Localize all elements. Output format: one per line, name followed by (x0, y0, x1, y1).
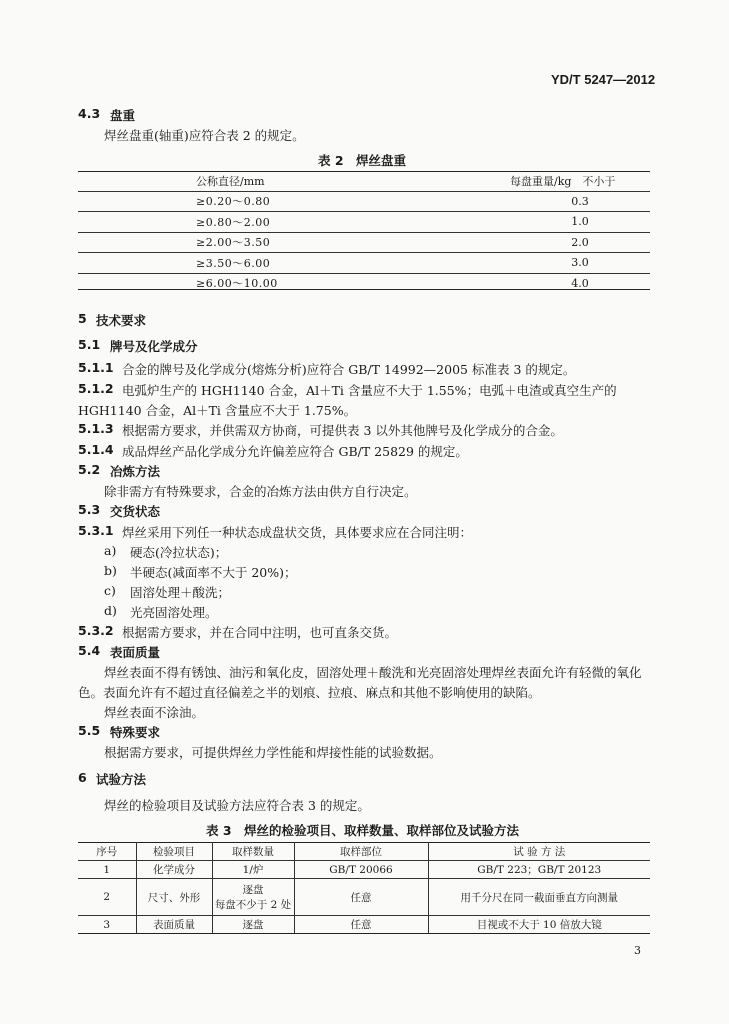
clause-5-1-4-text: 成品焊丝产品化学成分允许偏差应符合 GB/T 25829 的规定。 (122, 444, 468, 459)
section-5-1-number: 5.1 (78, 337, 101, 352)
table-2-caption: 表 2 焊丝盘重 (318, 153, 407, 168)
table-3-header-part: 取样部位 (294, 843, 428, 861)
table-2-diameter-cell: ≥3.50～6.00 (196, 256, 271, 270)
list-item-mark: d) (104, 603, 117, 618)
clause-5-1-1-number: 5.1.1 (78, 360, 114, 375)
table-row (78, 861, 650, 879)
table-3-qty-line-2: 每盘不少于 2 处 (214, 899, 292, 911)
table-3-header-qty: 取样数量 (212, 843, 294, 861)
clause-5-3-1-number: 5.3.1 (78, 523, 114, 538)
table-2-weight-cell: 4.0 (571, 276, 589, 290)
list-item: 硬态(冷拉状态)； (130, 545, 228, 560)
table-3-method-cell: 目视或不大于 10 倍放大镜 (428, 916, 650, 934)
table-2-header-row (78, 171, 650, 191)
table-3-part-cell: GB/T 20066 (294, 861, 428, 879)
table-2-diameter-cell: ≥6.00～10.00 (196, 277, 278, 291)
list-item: 半硬态(减面率不大于 20%)； (130, 565, 297, 580)
section-6-title: 试验方法 (96, 772, 147, 787)
section-5-2-text: 除非需方有特殊要求，合金的冶炼方法由供方自行决定。 (104, 484, 417, 499)
clause-5-1-1-text: 合金的牌号及化学成分(熔炼分析)应符合 GB/T 14992—2005 标准表 3 的规定。 (122, 362, 576, 377)
table-3-header-no: 序号 (78, 843, 136, 861)
table-2-header-weight: 每盘重量/kg 不小于 (510, 174, 616, 188)
table-3-header-method: 试 验 方 法 (428, 843, 650, 861)
clause-5-1-2-number: 5.1.2 (78, 381, 114, 396)
table-2 (78, 171, 650, 293)
section-6-number: 6 (78, 770, 87, 785)
table-3-header-row (78, 843, 650, 861)
table-3-item-cell: 尺寸、外形 (136, 879, 212, 916)
clause-5-1-4-number: 5.1.4 (78, 442, 114, 457)
table-row (78, 916, 650, 934)
clause-5-1-2-line-1: 电弧炉生产的 HGH1140 合金，Al＋Ti 含量应不大于 1.55%；电弧＋电渣或真空生产的 (122, 383, 617, 398)
table-3-method-cell: 用千分尺在同一截面垂直方向测量 (428, 879, 650, 916)
document-id: YD/T 5247—2012 (551, 72, 656, 87)
section-5-1-title: 牌号及化学成分 (110, 339, 198, 354)
table-3-part-cell: 任意 (294, 916, 428, 934)
section-6-text: 焊丝的检验项目及试验方法应符合表 3 的规定。 (104, 798, 370, 813)
section-4-3-number: 4.3 (78, 106, 101, 121)
table-3-item-cell: 化学成分 (136, 861, 212, 879)
list-item-mark: b) (104, 563, 117, 578)
table-row (78, 273, 650, 293)
section-5-title: 技术要求 (96, 313, 147, 328)
table-3-qty-cell (212, 879, 294, 916)
section-5-4-title: 表面质量 (110, 645, 161, 660)
table-3-no-cell: 2 (78, 879, 136, 916)
section-5-2-title: 冶炼方法 (110, 464, 161, 479)
list-item-mark: c) (104, 583, 116, 598)
table-2-diameter-cell: ≥0.80～2.00 (196, 215, 271, 229)
table-3 (78, 842, 650, 934)
section-5-4-line-2: 色。表面允许有不超过直径偏差之半的划痕、拉痕、麻点和其他不影响使用的缺陷。 (78, 685, 541, 700)
table-row (78, 191, 650, 212)
table-2-header-diameter: 公称直径/mm (196, 174, 265, 188)
table-3-part-cell: 任意 (294, 879, 428, 916)
table-row (78, 232, 650, 253)
section-5-2-number: 5.2 (78, 462, 101, 477)
page-number: 3 (634, 944, 641, 957)
section-5-3-number: 5.3 (78, 502, 101, 517)
section-4-3-text: 焊丝盘重(轴重)应符合表 2 的规定。 (104, 128, 305, 143)
table-2-diameter-cell: ≥2.00～3.50 (196, 236, 271, 250)
table-3-header-item: 检验项目 (136, 843, 212, 861)
table-2-bottom-rule (78, 289, 650, 290)
table-2-weight-cell: 2.0 (571, 235, 589, 249)
table-3-qty-cell: 1/炉 (212, 861, 294, 879)
section-5-number: 5 (78, 311, 87, 326)
section-5-4-line-1: 焊丝表面不得有锈蚀、油污和氧化皮，固溶处理＋酸洗和光亮固溶处理焊丝表面允许有轻微的氧化 (104, 665, 642, 680)
table-3-qty-cell: 逐盘 (212, 916, 294, 934)
clause-5-3-2-text: 根据需方要求，并在合同中注明，也可直条交货。 (122, 625, 398, 640)
list-item: 光亮固溶处理。 (130, 605, 218, 620)
section-5-4-line-3: 焊丝表面不涂油。 (104, 705, 205, 720)
section-5-5-title: 特殊要求 (110, 725, 161, 740)
list-item-mark: a) (104, 543, 117, 558)
table-2-weight-cell: 0.3 (571, 194, 589, 208)
clause-5-3-1-text: 焊丝采用下列任一种状态成盘状交货，具体要求应在合同注明： (122, 525, 473, 540)
clause-5-1-3-text: 根据需方要求，并供需双方协商，可提供表 3 以外其他牌号及化学成分的合金。 (122, 423, 563, 438)
section-4-3-title: 盘重 (110, 108, 136, 123)
table-2-weight-cell: 3.0 (571, 256, 589, 270)
table-3-qty-line-1: 逐盘 (242, 884, 264, 896)
table-2-weight-cell: 1.0 (571, 215, 589, 229)
table-row (78, 212, 650, 233)
table-row (78, 879, 650, 916)
section-5-4-number: 5.4 (78, 643, 101, 658)
section-5-5-text: 根据需方要求，可提供焊丝力学性能和焊接性能的试验数据。 (104, 745, 442, 760)
table-3-item-cell: 表面质量 (136, 916, 212, 934)
clause-5-1-3-number: 5.1.3 (78, 421, 114, 436)
section-5-3-title: 交货状态 (110, 504, 161, 519)
section-5-5-number: 5.5 (78, 723, 101, 738)
clause-5-3-2-number: 5.3.2 (78, 623, 114, 638)
table-row (78, 253, 650, 274)
list-item: 固溶处理＋酸洗； (130, 585, 231, 600)
table-3-no-cell: 1 (78, 861, 136, 879)
table-3-caption: 表 3 焊丝的检验项目、取样数量、取样部位及试验方法 (206, 823, 520, 838)
table-3-no-cell: 3 (78, 916, 136, 934)
clause-5-1-2-line-2: HGH1140 合金，Al＋Ti 含量应不大于 1.75%。 (78, 403, 357, 418)
table-2-diameter-cell: ≥0.20～0.80 (196, 195, 271, 209)
table-3-method-cell: GB/T 223；GB/T 20123 (428, 861, 650, 879)
